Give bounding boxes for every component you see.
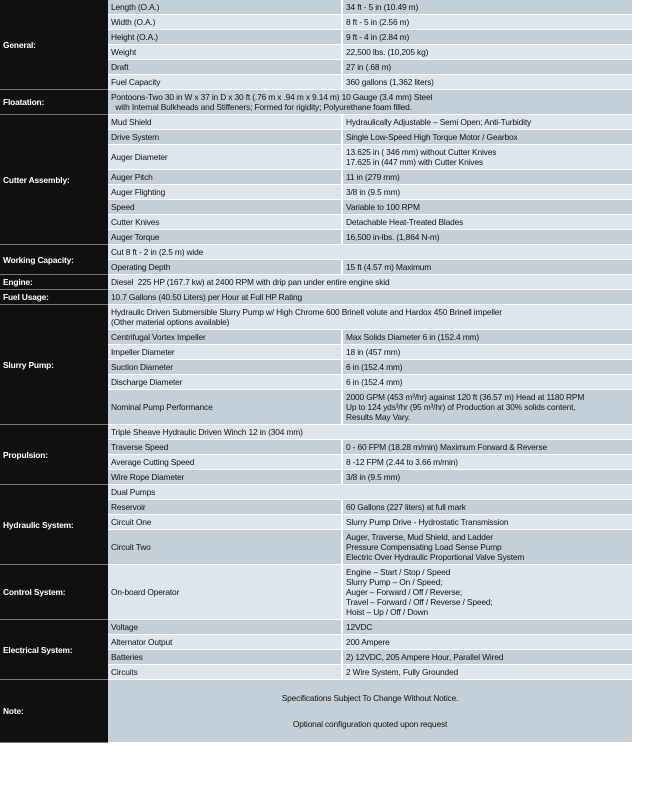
spec-value-line: 18 in (457 mm) [346, 347, 401, 357]
spec-full-value [108, 305, 632, 330]
spec-value-line: 27 in (.68 m) [346, 62, 392, 72]
spec-label: Traverse Speed [108, 440, 342, 455]
spec-value [342, 15, 632, 30]
spec-value-line: 360 gallons (1,362 liters) [346, 77, 434, 87]
spec-value-line: Dual Pumps [111, 487, 156, 497]
spec-value [342, 650, 632, 665]
section-header-cutter-assembly: Cutter Assembly: [0, 115, 108, 245]
spec-label: Auger Diameter [108, 145, 342, 170]
spec-label: Auger Flighting [108, 185, 342, 200]
section-header-slurry-pump: Slurry Pump: [0, 305, 108, 425]
spec-label: Mud Shield [108, 115, 342, 130]
spec-label: Impeller Diameter [108, 345, 342, 360]
section-header-fuel-usage: Fuel Usage: [0, 290, 108, 305]
spec-value [342, 60, 632, 75]
spec-value-line: with Internal Bulkheads and Stiffeners; Formed for rigidity; Polyurethane foam filled. [111, 102, 412, 112]
spec-value [342, 390, 632, 425]
note-line: Specifications Subject To Change Without Notice. [281, 693, 459, 703]
spec-label: Alternator Output [108, 635, 342, 650]
spec-value-line: Hydraulically Adjustable – Semi Open; Anti-Turbidity [346, 117, 532, 127]
spec-label: Width (O.A.) [108, 15, 342, 30]
spec-value-line: 9 ft - 4 in (2.84 m) [346, 32, 410, 42]
spec-value-line: Hydraulic Driven Submersible Slurry Pump w/ High Chrome 600 Brinell volute and Hardox 450 Brinell impeller [111, 307, 502, 317]
spec-value-line: 3/8 in (9.5 mm) [346, 187, 401, 197]
spec-value [342, 565, 632, 620]
spec-value-line: 3/8 in (9.5 mm) [346, 472, 401, 482]
spec-label: Auger Torque [108, 230, 342, 245]
spec-value-line: 2 Wire System, Fully Grounded [346, 667, 459, 677]
spec-value [342, 75, 632, 90]
spec-value [342, 515, 632, 530]
spec-row-working-capacity-1 [0, 245, 632, 260]
spec-value [342, 0, 632, 15]
section-header-floatation: Floatation: [0, 90, 108, 115]
spec-row-control-system-1 [0, 565, 632, 620]
spec-value-line: 11 in (279 mm) [346, 172, 400, 182]
spec-value-line: 0 - 60 FPM (18.28 m/min) Maximum Forward & Reverse [346, 442, 547, 452]
spec-value [342, 620, 632, 635]
spec-label: Auger Pitch [108, 170, 342, 185]
spec-label: Drive System [108, 130, 342, 145]
spec-value-line: 60 Gallons (227 liters) at full mark [346, 502, 466, 512]
spec-full-value [108, 290, 632, 305]
section-header-propulsion: Propulsion: [0, 425, 108, 485]
spec-label: Wire Rope Diameter [108, 470, 342, 485]
spec-value [342, 635, 632, 650]
spec-value [342, 185, 632, 200]
spec-value-line: 16,500 in-lbs. (1,864 N-m) [346, 232, 440, 242]
spec-full-value [108, 425, 632, 440]
spec-label: Weight [108, 45, 342, 60]
spec-value-line: Slurry Pump – On / Speed; [346, 577, 443, 587]
spec-label: Speed [108, 200, 342, 215]
spec-value-line: Engine – Start / Stop / Speed [346, 567, 451, 577]
spec-value-line: 17.625 in (447 mm) with Cutter Knives [346, 157, 483, 167]
spec-label: Length (O.A.) [108, 0, 342, 15]
spec-value-line: 8 ft - 5 in (2.56 m) [346, 17, 410, 27]
spec-row-electrical-system-1 [0, 620, 632, 635]
spec-label: On-board Operator [108, 565, 342, 620]
spec-value-line: Triple Sheave Hydraulic Driven Winch 12 in (304 mm) [111, 427, 303, 437]
spec-value-line: Auger – Forward / Off / Reverse; [346, 587, 463, 597]
section-header-electrical-system: Electrical System: [0, 620, 108, 680]
spec-value [342, 360, 632, 375]
spec-label: Circuit Two [108, 530, 342, 565]
spec-label: Circuits [108, 665, 342, 680]
spec-value-line: Results May Vary. [346, 412, 411, 422]
spec-label: Discharge Diameter [108, 375, 342, 390]
spec-row-propulsion-1 [0, 425, 632, 440]
spec-value-line: Hoist – Up / Off / Down [346, 607, 429, 617]
spec-value [342, 145, 632, 170]
spec-row-cutter-assembly-1 [0, 115, 632, 130]
note-text [108, 680, 632, 743]
spec-value [342, 375, 632, 390]
spec-label: Batteries [108, 650, 342, 665]
spec-value-line: Auger, Traverse, Mud Shield, and Ladder [346, 532, 493, 542]
spec-value-line: Up to 124 yds³/hr (95 m³/hr) of Production at 30% solids content, [346, 402, 576, 412]
spec-value-line: 6 in (152.4 mm) [346, 377, 403, 387]
spec-value-line: 34 ft - 5 in (10.49 m) [346, 2, 419, 12]
spec-full-value [108, 90, 632, 115]
section-header-hydraulic-system: Hydraulic System: [0, 485, 108, 565]
spec-value-line: 10.7 Gallons (40.50 Liters) per Hour at Full HP Rating [111, 292, 302, 302]
spec-row-general-1 [0, 0, 632, 15]
spec-value [342, 130, 632, 145]
section-header-note: Note: [0, 680, 108, 743]
spec-value [342, 530, 632, 565]
spec-label: Circuit One [108, 515, 342, 530]
section-header-engine: Engine: [0, 275, 108, 290]
spec-full-value [108, 245, 632, 260]
spec-row-engine-1 [0, 275, 632, 290]
spec-value-line: 2) 12VDC, 205 Ampere Hour, Parallel Wired [346, 652, 504, 662]
spec-value [342, 200, 632, 215]
spec-full-value [108, 275, 632, 290]
note-spacer [111, 705, 629, 717]
spec-label: Reservoir [108, 500, 342, 515]
spec-value [342, 30, 632, 45]
spec-value [342, 345, 632, 360]
spec-value [342, 455, 632, 470]
spec-value-line: 2000 GPM (453 m³/hr) against 120 ft (36.57 m) Head at 1180 RPM [346, 392, 585, 402]
spec-row-slurry-pump-1 [0, 305, 632, 330]
spec-value-line: Travel – Forward / Off / Reverse / Speed; [346, 597, 493, 607]
spec-label: Suction Diameter [108, 360, 342, 375]
spec-value [342, 170, 632, 185]
spec-value-line: Cut 8 ft - 2 in (2.5 m) wide [111, 247, 204, 257]
spec-value [342, 470, 632, 485]
spec-value [342, 115, 632, 130]
spec-label: Voltage [108, 620, 342, 635]
spec-label: Fuel Capacity [108, 75, 342, 90]
spec-row-hydraulic-system-1 [0, 485, 632, 500]
spec-value-line: Diesel 225 HP (167.7 kw) at 2400 RPM with drip pan under entire engine skid [111, 277, 390, 287]
spec-label: Average Cutting Speed [108, 455, 342, 470]
spec-value-line: 13.625 in ( 346 mm) without Cutter Knives [346, 147, 497, 157]
note-line: Optional configuration quoted upon request [292, 719, 448, 729]
spec-value-line: Single Low-Speed High Torque Motor / Gearbox [346, 132, 518, 142]
spec-value-line: 12VDC [346, 622, 373, 632]
spec-value-line: 22,500 lbs. (10,205 kg) [346, 47, 429, 57]
spec-value-line: Pressure Compensating Load Sense Pump [346, 542, 502, 552]
spec-value [342, 260, 632, 275]
spec-value [342, 330, 632, 345]
spec-row-fuel-usage-1 [0, 290, 632, 305]
spec-label: Height (O.A.) [108, 30, 342, 45]
spec-full-value [108, 485, 632, 500]
section-header-working-capacity: Working Capacity: [0, 245, 108, 275]
note-row [0, 680, 632, 743]
spec-value-line: Max Solids Diameter 6 in (152.4 mm) [346, 332, 479, 342]
spec-label: Centrifugal Vortex Impeller [108, 330, 342, 345]
spec-value-line: 200 Ampere [346, 637, 390, 647]
spec-value [342, 45, 632, 60]
section-header-control-system: Control System: [0, 565, 108, 620]
spec-label: Nominal Pump Performance [108, 390, 342, 425]
spec-value-line: Detachable Heat-Treated Blades [346, 217, 464, 227]
spec-label: Operating Depth [108, 260, 342, 275]
spec-value-line: Slurry Pump Drive - Hydrostatic Transmission [346, 517, 509, 527]
spec-value-line: (Other material options available) [111, 317, 230, 327]
spec-value-line: 15 ft (4.57 m) Maximum [346, 262, 432, 272]
spec-value [342, 440, 632, 455]
spec-value-line: 8 -12 FPM (2.44 to 3.66 m/min) [346, 457, 458, 467]
spec-value-line: Electric Over Hydraulic Proportional Valve System [346, 552, 525, 562]
spec-value-line: Variable to 100 RPM [346, 202, 420, 212]
spec-label: Cutter Knives [108, 215, 342, 230]
spec-value-line: Pontoons-Two 30 in W x 37 in D x 30 ft (.76 m x .94 m x 9.14 m) 10 Gauge (3.4 mm) Steel [111, 92, 433, 102]
spec-value [342, 500, 632, 515]
spec-value-line: 6 in (152.4 mm) [346, 362, 403, 372]
spec-row-floatation-1 [0, 90, 632, 115]
spec-value [342, 665, 632, 680]
spec-label: Draft [108, 60, 342, 75]
spec-value [342, 215, 632, 230]
section-header-general: General: [0, 0, 108, 90]
spec-value [342, 230, 632, 245]
